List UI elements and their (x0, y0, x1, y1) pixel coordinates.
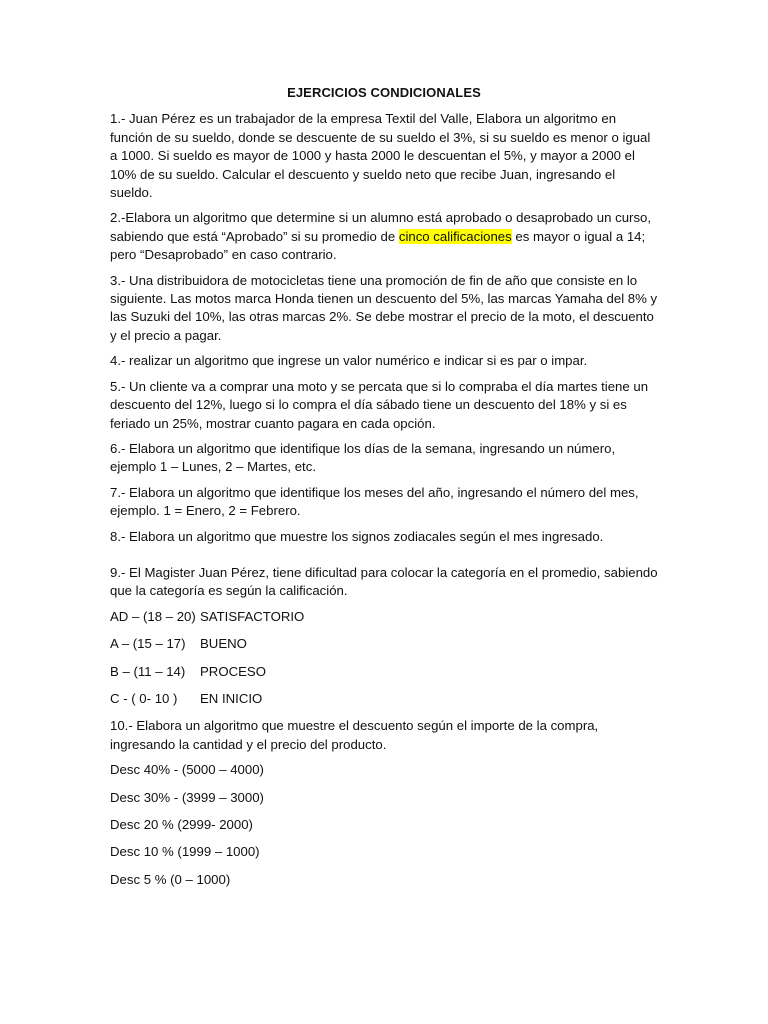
highlighted-text: cinco calificaciones (398, 228, 512, 244)
document-body (110, 84, 658, 898)
discount-line: Desc 5 % (0 – 1000) (110, 871, 231, 887)
exercise-4: 4.- realizar un algoritmo que ingrese un valor numérico e indicar si es par o impar. (110, 353, 588, 369)
exercise-2 (110, 209, 658, 264)
category-label: SATISFACTORIO (200, 608, 305, 624)
category-range: C - ( 0- 10 ) (110, 690, 178, 706)
category-row (110, 663, 658, 681)
exercise-7: 7.- Elabora un algoritmo que identifique los meses del año, ingresando el número del mes, ejemplo. 1 = Enero, 2 = Febrero. (110, 484, 639, 519)
discount-line: Desc 30% - (3999 – 3000) (110, 789, 264, 805)
category-row (110, 690, 658, 708)
discount-line: Desc 40% - (5000 – 4000) (110, 762, 264, 778)
exercise-9: 9.- El Magister Juan Pérez, tiene dificultad para colocar la categoría en el promedio, sabiendo que la categoría es según la calificación. (110, 564, 658, 599)
category-range: AD – (18 – 20) (110, 608, 196, 624)
exercise-5: 5.- Un cliente va a comprar una moto y se percata que si lo compraba el día martes tiene un descuento del 12%, luego si lo compra el día sábado tiene un descuento del 18% y si es feriado un 25%, mostrar cuanto pagara en cada opción. (110, 378, 649, 431)
category-label: EN INICIO (200, 690, 263, 706)
discount-line: Desc 10 % (1999 – 1000) (110, 844, 260, 860)
exercise-2-text-before: 2.-Elabora un algoritmo que determine si un alumno está aprobado o desaprobado un curso, sabiendo que está “Aprobado” si su promedio de (110, 210, 652, 244)
category-label: BUENO (200, 636, 247, 652)
discount-line: Desc 20 % (2999- 2000) (110, 817, 253, 832)
category-range: B – (11 – 14) (110, 663, 186, 679)
exercise-2-text-after: es mayor o igual a 14; pero “Desaprobado” en caso contrario. (110, 228, 646, 263)
category-row (110, 635, 658, 653)
category-range: A – (15 – 17) (110, 636, 186, 652)
exercise-3: 3.- Una distribuidora de motocicletas tiene una promoción de fin de año que consiste en lo siguiente. Las motos marca Honda tienen un descuento del 5%, las marcas Yamaha del 8% y las Suzuki del 10%, las otras marcas 2%. Se debe mostrar el precio de la moto, el descuento y el precio a pagar. (110, 272, 658, 343)
document-title: EJERCICIOS CONDICIONALES (287, 85, 481, 100)
exercise-10: 10.- Elabora un algoritmo que muestre el descuento según el importe de la compra, ingresando la cantidad y el precio del producto. (110, 718, 599, 752)
exercise-1: 1.- Juan Pérez es un trabajador de la empresa Textil del Valle, Elabora un algoritmo en función de su sueldo, donde se descuente de su sueldo el 3%, si su sueldo es menor o igual a 1000. Si sueldo es mayor de 1000 y hasta 2000 le descuentan el 5%, y mayor a 2000 el 10% de su sueldo. Calcular el descuento y sueldo neto que recibe Juan, ingresando el sueldo. (110, 111, 651, 201)
category-label: PROCESO (200, 663, 266, 679)
exercise-6: 6.- Elabora un algoritmo que identifique los días de la semana, ingresando un número, ejemplo 1 – Lunes, 2 – Martes, etc. (110, 440, 616, 475)
exercise-8: 8.- Elabora un algoritmo que muestre los signos zodiacales según el mes ingresado. (110, 528, 604, 544)
category-row (110, 608, 658, 626)
